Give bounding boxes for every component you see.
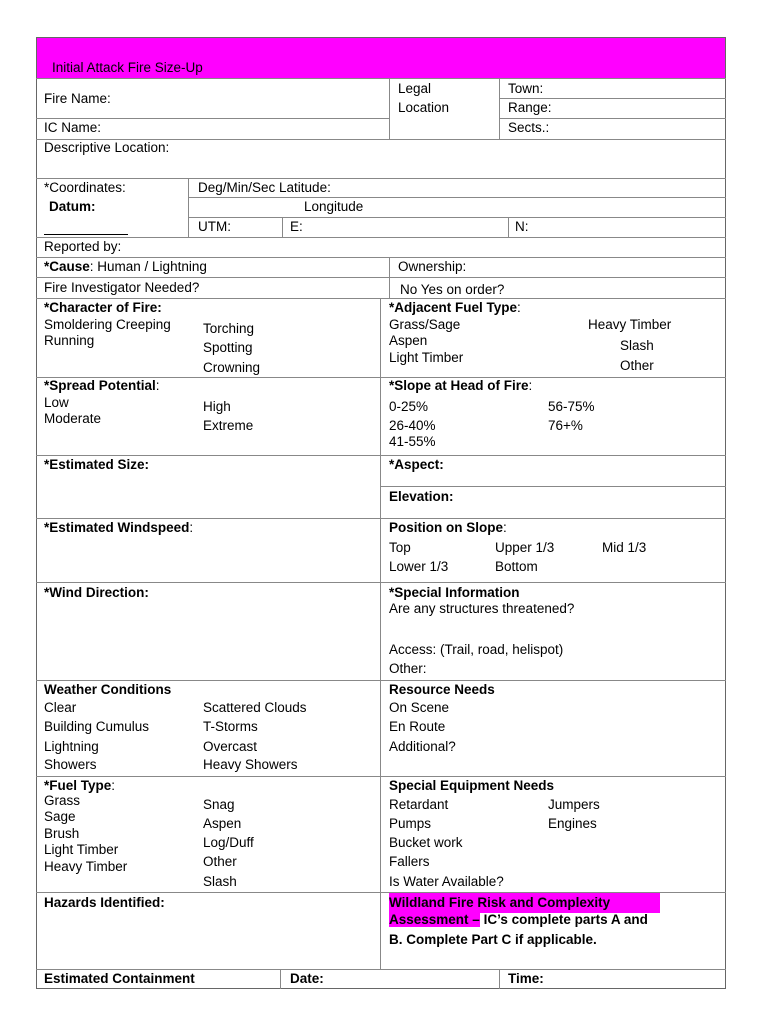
resource-option: On Scene xyxy=(389,700,450,715)
town-label: Town: xyxy=(508,81,544,96)
position-option: Upper 1/3 xyxy=(495,540,555,555)
adjacent-fuel-option: Aspen xyxy=(389,333,428,348)
spread-option: Moderate xyxy=(44,411,102,426)
legal-label-line2: Location xyxy=(398,100,450,115)
slope-option: 56-75% xyxy=(548,399,595,414)
hazards-label: Hazards Identified: xyxy=(44,895,165,910)
access-label: Access: (Trail, road, helispot) xyxy=(389,642,564,657)
cause-options: : Human / Lightning xyxy=(89,259,207,274)
weather-option: Overcast xyxy=(203,739,258,754)
cause-label: *Cause xyxy=(44,259,90,274)
character-option: Torching xyxy=(203,321,255,336)
weather-option: Lightning xyxy=(44,739,99,754)
windspeed-row: *Estimated Windspeed: xyxy=(44,520,194,535)
adjacent-fuel-row: *Adjacent Fuel Type: xyxy=(389,300,521,315)
position-row: Position on Slope: xyxy=(389,520,507,535)
slope-option: 0-25% xyxy=(389,399,429,414)
weather-option: Clear xyxy=(44,700,77,715)
fuel-type-option: Brush xyxy=(44,826,80,841)
utm-label: UTM: xyxy=(198,219,231,234)
weather-option: Showers xyxy=(44,757,97,772)
spread-option: Low xyxy=(44,395,69,410)
ownership-label: Ownership: xyxy=(398,259,467,274)
resource-option: En Route xyxy=(389,719,446,734)
other-label: Other: xyxy=(389,661,427,676)
adjacent-fuel-option: Other xyxy=(620,358,654,373)
equipment-option: Bucket work xyxy=(389,835,463,850)
character-option: Running xyxy=(44,333,95,348)
adjacent-fuel-option: Grass/Sage xyxy=(389,317,461,332)
slope-label: *Slope at Head of Fire xyxy=(389,378,529,393)
slope-option: 41-55% xyxy=(389,434,436,449)
estimated-size-label: *Estimated Size: xyxy=(44,457,150,472)
position-option: Lower 1/3 xyxy=(389,559,449,574)
easting-label: E: xyxy=(290,219,303,234)
fuel-type-option: Grass xyxy=(44,793,81,808)
equipment-option: Jumpers xyxy=(548,797,600,812)
datum-label: Datum: xyxy=(49,199,96,214)
form-frame xyxy=(36,37,726,989)
aspect-label: *Aspect: xyxy=(389,457,444,472)
wind-direction-label: *Wind Direction: xyxy=(44,585,149,600)
containment-label: Estimated Containment xyxy=(44,971,195,986)
equipment-label: Special Equipment Needs xyxy=(389,778,555,793)
fuel-type-option: Log/Duff xyxy=(203,835,254,850)
character-option: Smoldering Creeping xyxy=(44,317,171,332)
range-label: Range: xyxy=(508,100,552,115)
slope-row: *Slope at Head of Fire: xyxy=(389,378,533,393)
weather-label: Weather Conditions xyxy=(44,682,172,697)
weather-option: Heavy Showers xyxy=(203,757,298,772)
reported-by-label: Reported by: xyxy=(44,239,122,254)
structures-question: Are any structures threatened? xyxy=(389,601,575,616)
position-option: Bottom xyxy=(495,559,538,574)
equipment-option: Retardant xyxy=(389,797,449,812)
fire-name-label: Fire Name: xyxy=(44,91,111,106)
risk-assessment-highlight: Assessment – xyxy=(389,912,480,927)
longitude-label: Longitude xyxy=(304,199,364,214)
latitude-label: Deg/Min/Sec Latitude: xyxy=(198,180,331,195)
risk-assessment-line3: B. Complete Part C if applicable. xyxy=(389,932,597,947)
risk-assessment-line2: Assessment – IC’s complete parts A and xyxy=(389,912,648,927)
resources-label: Resource Needs xyxy=(389,682,495,697)
position-option: Mid 1/3 xyxy=(602,540,647,555)
cause-row xyxy=(44,259,207,275)
position-label: Position on Slope xyxy=(389,520,503,535)
weather-option: T-Storms xyxy=(203,719,258,734)
ic-name-label: IC Name: xyxy=(44,120,102,135)
fuel-type-option: Slash xyxy=(203,874,237,889)
adjacent-fuel-label: *Adjacent Fuel Type xyxy=(389,300,518,315)
equipment-option: Pumps xyxy=(389,816,432,831)
weather-option: Building Cumulus xyxy=(44,719,150,734)
character-option: Crowning xyxy=(203,360,261,375)
windspeed-label: *Estimated Windspeed xyxy=(44,520,190,535)
position-option: Top xyxy=(389,540,411,555)
special-info-label: *Special Information xyxy=(389,585,520,600)
adjacent-fuel-option: Slash xyxy=(620,338,654,353)
time-label: Time: xyxy=(508,971,544,986)
fuel-type-label: *Fuel Type xyxy=(44,778,112,793)
risk-assessment-line1: Wildland Fire Risk and Complexity xyxy=(389,893,660,913)
fuel-type-option: Snag xyxy=(203,797,235,812)
spread-label: *Spread Potential xyxy=(44,378,156,393)
fuel-type-option: Heavy Timber xyxy=(44,859,128,874)
equipment-option: Engines xyxy=(548,816,597,831)
form-title: Initial Attack Fire Size-Up xyxy=(52,60,203,75)
adjacent-fuel-option: Light Timber xyxy=(389,350,464,365)
investigator-options: No Yes on order? xyxy=(400,282,505,297)
equipment-option: Is Water Available? xyxy=(389,874,504,889)
fuel-type-option: Light Timber xyxy=(44,842,119,857)
character-option: Spotting xyxy=(203,340,253,355)
fuel-type-option: Other xyxy=(203,854,237,869)
fuel-type-row: *Fuel Type: xyxy=(44,778,116,793)
spread-row: *Spread Potential: xyxy=(44,378,160,393)
character-label: *Character of Fire: xyxy=(44,300,162,315)
investigator-label: Fire Investigator Needed? xyxy=(44,280,200,295)
slope-option: 76+% xyxy=(548,418,583,433)
fuel-type-option: Sage xyxy=(44,809,76,824)
date-label: Date: xyxy=(290,971,324,986)
descriptive-location-label: Descriptive Location: xyxy=(44,140,170,155)
slope-option: 26-40% xyxy=(389,418,436,433)
spread-option: Extreme xyxy=(203,418,254,433)
adjacent-fuel-option: Heavy Timber xyxy=(588,317,672,332)
spread-option: High xyxy=(203,399,231,414)
sects-label: Sects.: xyxy=(508,120,550,135)
legal-label-line1: Legal xyxy=(398,81,432,96)
northing-label: N: xyxy=(515,219,529,234)
equipment-option: Fallers xyxy=(389,854,430,869)
coordinates-label: *Coordinates: xyxy=(44,180,126,195)
resource-option: Additional? xyxy=(389,739,456,754)
fuel-type-option: Aspen xyxy=(203,816,242,831)
elevation-label: Elevation: xyxy=(389,489,454,504)
weather-option: Scattered Clouds xyxy=(203,700,307,715)
